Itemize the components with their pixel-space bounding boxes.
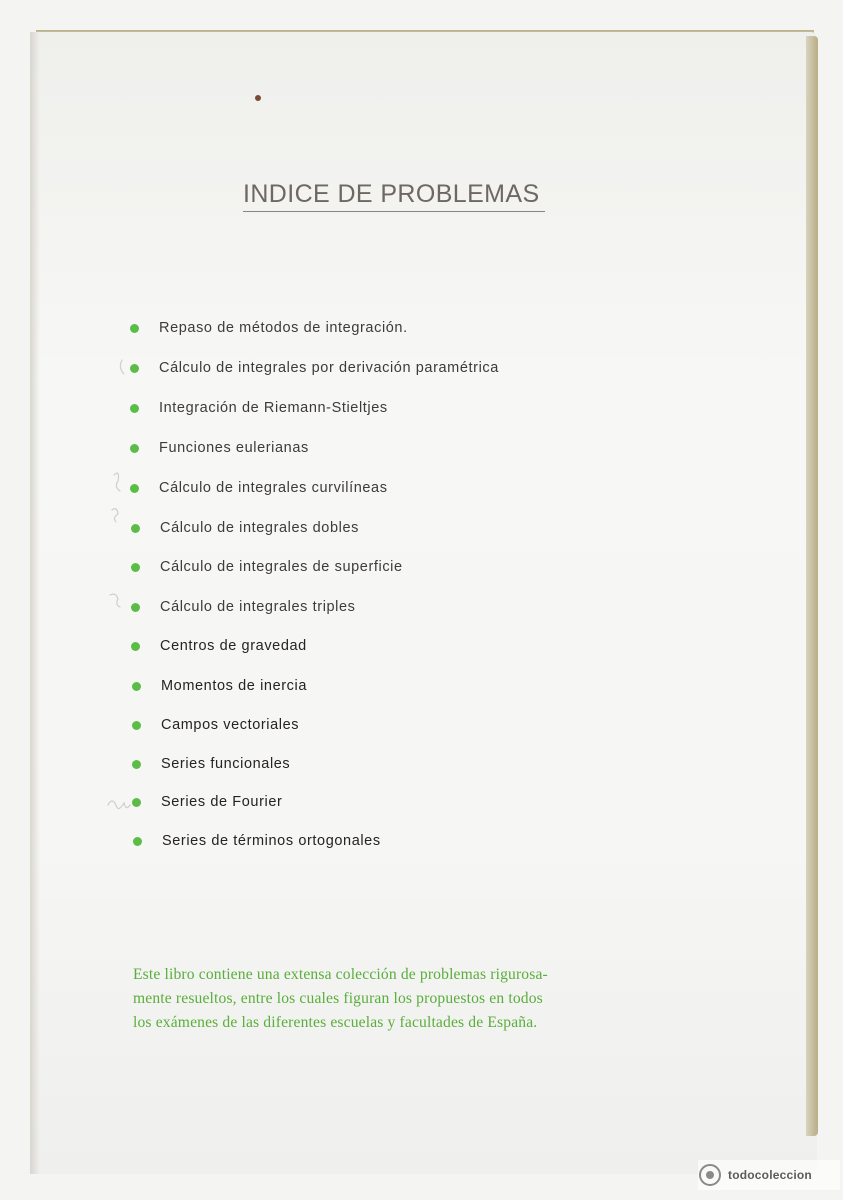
bullet-dot-icon <box>132 798 141 807</box>
bullet-dot-icon <box>131 524 140 533</box>
bullet-dot-icon <box>132 721 141 730</box>
list-item-label: Funciones eulerianas <box>159 440 309 456</box>
list-item <box>130 397 388 419</box>
watermark <box>698 1160 840 1190</box>
list-item <box>132 753 290 775</box>
todocoleccion-logo-icon <box>698 1163 722 1187</box>
faint-pencil-marks <box>92 355 132 855</box>
bullet-dot-icon <box>131 642 140 651</box>
list-item-label: Cálculo de integrales curvilíneas <box>159 480 388 496</box>
list-item-label: Centros de gravedad <box>160 638 307 654</box>
blurb-line: Este libro contiene una extensa colección de problemas rigurosa- <box>133 966 548 983</box>
list-item-label: Cálculo de integrales de superficie <box>160 559 403 575</box>
list-item <box>131 596 356 618</box>
list-item-label: Campos vectoriales <box>161 717 300 733</box>
list-item-label: Repaso de métodos de integración. <box>159 320 408 336</box>
list-item <box>133 830 381 852</box>
watermark-text: todocoleccion <box>728 1168 812 1182</box>
list-item <box>130 437 309 459</box>
list-item-label: Series de términos ortogonales <box>162 833 381 849</box>
list-item <box>130 317 408 339</box>
blurb-line: los exámenes de las diferentes escuelas y facultades de España. <box>133 1014 538 1031</box>
list-item <box>131 517 359 539</box>
list-item-label: Cálculo de integrales por derivación paramétrica <box>159 360 499 376</box>
back-cover-blurb <box>133 963 693 1035</box>
stain-spot <box>255 95 261 101</box>
list-item <box>131 635 307 657</box>
list-item-label: Cálculo de integrales dobles <box>160 520 359 536</box>
list-item <box>131 556 403 578</box>
list-item <box>130 477 388 499</box>
bullet-dot-icon <box>131 603 140 612</box>
list-item <box>132 675 307 697</box>
list-item-label: Integración de Riemann-Stieltjes <box>159 400 388 416</box>
blurb-line: mente resueltos, entre los cuales figuran los propuestos en todos <box>133 990 543 1007</box>
list-item-label: Momentos de inercia <box>161 678 307 694</box>
cover-left-shadow <box>30 32 40 1174</box>
index-title: INDICE DE PROBLEMAS <box>243 180 540 208</box>
list-item-label: Series de Fourier <box>161 794 283 810</box>
list-item <box>132 714 299 736</box>
bullet-dot-icon <box>131 563 140 572</box>
bullet-dot-icon <box>133 837 142 846</box>
list-item <box>132 791 282 813</box>
bullet-dot-icon <box>130 324 139 333</box>
title-underline <box>243 211 545 212</box>
list-item-label: Series funcionales <box>161 756 291 772</box>
bullet-dot-icon <box>132 760 141 769</box>
page-block-right-edge <box>806 36 818 1136</box>
bullet-dot-icon <box>132 682 141 691</box>
list-item <box>130 357 499 379</box>
list-item-label: Cálculo de integrales triples <box>160 599 356 615</box>
